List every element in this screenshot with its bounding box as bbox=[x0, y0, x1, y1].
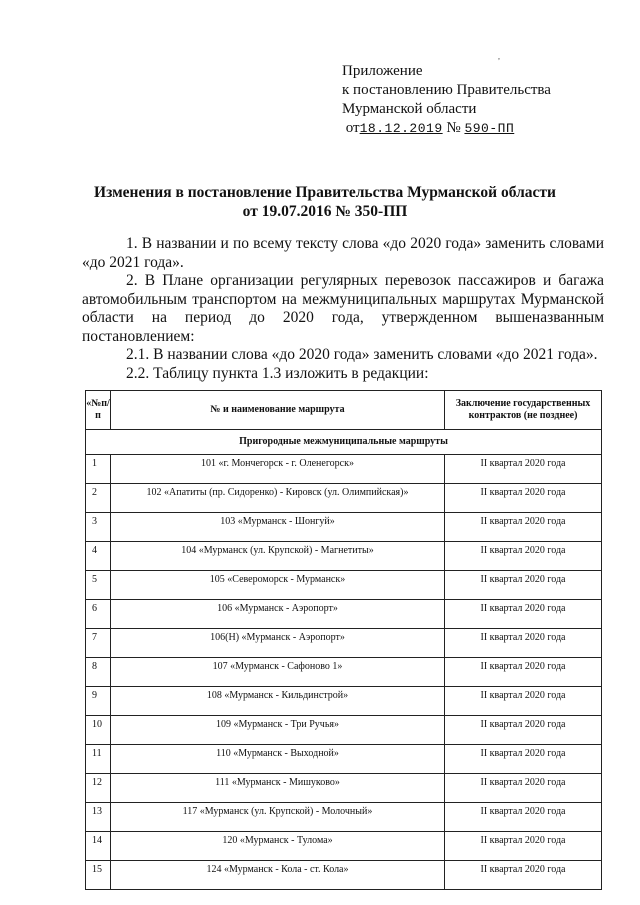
appendix-block bbox=[342, 62, 622, 138]
appendix-date-line bbox=[342, 119, 622, 138]
cell-num: 15 bbox=[86, 861, 111, 890]
cell-num: 1 bbox=[86, 455, 111, 484]
cell-date: II квартал 2020 года bbox=[445, 571, 602, 600]
date-prefix: от bbox=[345, 120, 360, 136]
cell-date: II квартал 2020 года bbox=[445, 629, 602, 658]
cell-num: 7 bbox=[86, 629, 111, 658]
document-title bbox=[70, 183, 580, 221]
cell-num: 2 bbox=[86, 484, 111, 513]
table-row bbox=[86, 629, 602, 658]
cell-name: 101 «г. Мончегорск - г. Оленегорск» bbox=[111, 455, 445, 484]
table-row bbox=[86, 832, 602, 861]
cell-name: 105 «Североморск - Мурманск» bbox=[111, 571, 445, 600]
cell-date: II квартал 2020 года bbox=[445, 542, 602, 571]
table-row bbox=[86, 745, 602, 774]
title-line1: Изменения в постановление Правительства Мурманской области bbox=[94, 184, 556, 201]
scan-mark: , bbox=[498, 52, 500, 61]
cell-num: 8 bbox=[86, 658, 111, 687]
paragraph-2: 2. В Плане организации регулярных перевозок пассажиров и багажа автомобильным транспортом на межмуниципальных маршрутах Мурманской области на период до 2020 года, утвержденном вышеназванным постановлением: bbox=[82, 272, 604, 345]
cell-name: 117 «Мурманск (ул. Крупской) - Молочный» bbox=[111, 803, 445, 832]
number-sign: № bbox=[446, 120, 461, 136]
cell-date: II квартал 2020 года bbox=[445, 687, 602, 716]
decree-date: 18.12.2019 bbox=[359, 121, 443, 136]
cell-num: 14 bbox=[86, 832, 111, 861]
body-text bbox=[82, 235, 604, 383]
table-row bbox=[86, 600, 602, 629]
cell-num: 3 bbox=[86, 513, 111, 542]
table-row bbox=[86, 658, 602, 687]
decree-number: 590-ПП bbox=[464, 121, 515, 136]
cell-date: II квартал 2020 года bbox=[445, 513, 602, 542]
table-row bbox=[86, 687, 602, 716]
cell-name: 124 «Мурманск - Кола - ст. Кола» bbox=[111, 861, 445, 890]
paragraph-1: 1. В названии и по всему тексту слова «до 2020 года» заменить словами «до 2021 года». bbox=[82, 235, 604, 271]
header-num: «№п/п bbox=[86, 391, 111, 430]
cell-num: 13 bbox=[86, 803, 111, 832]
header-name: № и наименование маршрута bbox=[111, 391, 445, 430]
cell-name: 107 «Мурманск - Сафоново 1» bbox=[111, 658, 445, 687]
table-row bbox=[86, 484, 602, 513]
table-row bbox=[86, 455, 602, 484]
cell-date: II квартал 2020 года bbox=[445, 861, 602, 890]
cell-date: II квартал 2020 года bbox=[445, 455, 602, 484]
title-line2: от 19.07.2016 № 350-ПП bbox=[242, 203, 408, 220]
cell-date: II квартал 2020 года bbox=[445, 803, 602, 832]
cell-name: 106(Н) «Мурманск - Аэропорт» bbox=[111, 629, 445, 658]
appendix-line2: к постановлению Правительства bbox=[342, 82, 551, 98]
cell-name: 106 «Мурманск - Аэропорт» bbox=[111, 600, 445, 629]
cell-name: 120 «Мурманск - Тулома» bbox=[111, 832, 445, 861]
cell-num: 9 bbox=[86, 687, 111, 716]
cell-name: 109 «Мурманск - Три Ручья» bbox=[111, 716, 445, 745]
cell-date: II квартал 2020 года bbox=[445, 832, 602, 861]
cell-name: 108 «Мурманск - Кильдинстрой» bbox=[111, 687, 445, 716]
cell-date: II квартал 2020 года bbox=[445, 716, 602, 745]
table-row bbox=[86, 571, 602, 600]
section-row bbox=[86, 430, 602, 455]
cell-date: II квартал 2020 года bbox=[445, 774, 602, 803]
cell-num: 12 bbox=[86, 774, 111, 803]
appendix-line1: Приложение bbox=[342, 63, 423, 79]
cell-name: 110 «Мурманск - Выходной» bbox=[111, 745, 445, 774]
cell-name: 102 «Апатиты (пр. Сидоренко) - Кировск (ул. Олимпийская)» bbox=[111, 484, 445, 513]
cell-num: 11 bbox=[86, 745, 111, 774]
appendix-line3: Мурманской области bbox=[342, 101, 477, 117]
paragraph-2-1: 2.1. В названии слова «до 2020 года» заменить словами «до 2021 года». bbox=[126, 346, 598, 363]
cell-date: II квартал 2020 года bbox=[445, 484, 602, 513]
table-row bbox=[86, 861, 602, 890]
table-row bbox=[86, 774, 602, 803]
cell-name: 103 «Мурманск - Шонгуй» bbox=[111, 513, 445, 542]
cell-num: 10 bbox=[86, 716, 111, 745]
cell-date: II квартал 2020 года bbox=[445, 600, 602, 629]
header-conclusion: Заключение государственных контрактов (не позднее) bbox=[445, 391, 602, 430]
table-row bbox=[86, 542, 602, 571]
cell-name: 111 «Мурманск - Мишуково» bbox=[111, 774, 445, 803]
section-title: Пригородные межмуниципальные маршруты bbox=[86, 430, 602, 455]
cell-num: 4 bbox=[86, 542, 111, 571]
table-row bbox=[86, 513, 602, 542]
cell-date: II квартал 2020 года bbox=[445, 658, 602, 687]
table-header-row bbox=[86, 391, 602, 430]
paragraph-2-2: 2.2. Таблицу пункта 1.3 изложить в редакции: bbox=[126, 364, 429, 382]
routes-table bbox=[85, 390, 602, 890]
cell-num: 6 bbox=[86, 600, 111, 629]
cell-num: 5 bbox=[86, 571, 111, 600]
table-row bbox=[86, 803, 602, 832]
cell-name: 104 «Мурманск (ул. Крупской) - Магнетиты» bbox=[111, 542, 445, 571]
table-row bbox=[86, 716, 602, 745]
cell-date: II квартал 2020 года bbox=[445, 745, 602, 774]
